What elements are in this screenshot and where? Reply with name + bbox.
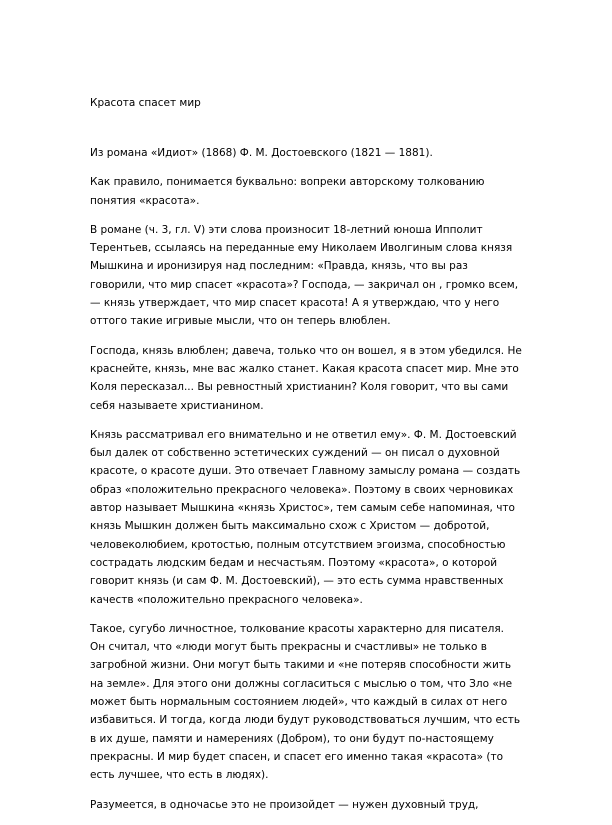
paragraph-source: Из романа «Идиот» (1868) Ф. М. Достоевского (1821 — 1881). [90,147,433,159]
paragraph-interpretation: Такое, сугубо личностное, толкование красоты характерно для писателя. Он считал, что «люди могут быть прекрасны и счастливы» не только в загробной жизни. Они могут быть такими и «не потеряв способности жить на земле». Для этого они должны согласиться с мыслью о том, что Зло «не может быть нормальным состоянием людей», что каждый в силах от него избавиться. И тогда, когда люди будут руководствоваться лучшим, что есть в их душе, памяти и намерениях (Добром), то они будут по-настоящему прекрасны. И мир будет спасен, и спасет его именно такая «красота» (то есть лучшее, что есть в людях). [90,622,521,782]
paragraph-usage: Как правило, понимается буквально: вопреки авторскому толкованию понятия «красота». [90,176,485,207]
paragraph-author-intent: Князь рассматривал его внимательно и не ответил ему». Ф. М. Достоевский был далек от собственно эстетических суждений — он писал о духовной красоте, о красоте души. Это отвечает Главному замыслу романа — создать образ «положительно прекрасного человека». Поэтому в своих черновиках автор называет Мышкина «князь Христос», тем самым себе напоминая, что князь Мышкин должен быть максимально схож с Христом — добротой, человеколюбием, кротостью, полным отсутствием эгоизма, способностью сострадать людским бедам и несчастьям. Поэтому «красота», о которой говорит князь (и сам Ф. М. Достоевский), — это есть сумма нравственных качеств «положительно прекрасного человека». [90,428,521,606]
document-body [90,96,522,825]
paragraph-quote-continuation: Господа, князь влюблен; давеча, только что он вошел, я в этом убедился. Не краснейте, князь, мне вас жалко станет. Какая красота спасет мир. Мне это Коля пересказал... Вы ревностный христианин? Коля говорит, что вы сами себя называете христианином. [90,344,522,412]
document-title: Красота спасет мир [90,97,201,109]
paragraph-conclusion: Разумеется, в одночасье это не произойдет — нужен духовный труд, [90,798,479,811]
paragraph-novel-context: В романе (ч. 3, гл. V) эти слова произносит 18-летний юноша Ипполит Терентьев, ссылаясь на переданные ему Николаем Иволгиным слова князя Мышкина и иронизируя над последним: «Правда, князь, что вы раз говорили, что мир спасет «красота»? Господа, — закричал он , громко всем, — князь утверждает, что мир спасет красота! А я утверждаю, что у него оттого такие игривые мысли, что он теперь влюблен. [90,223,519,328]
